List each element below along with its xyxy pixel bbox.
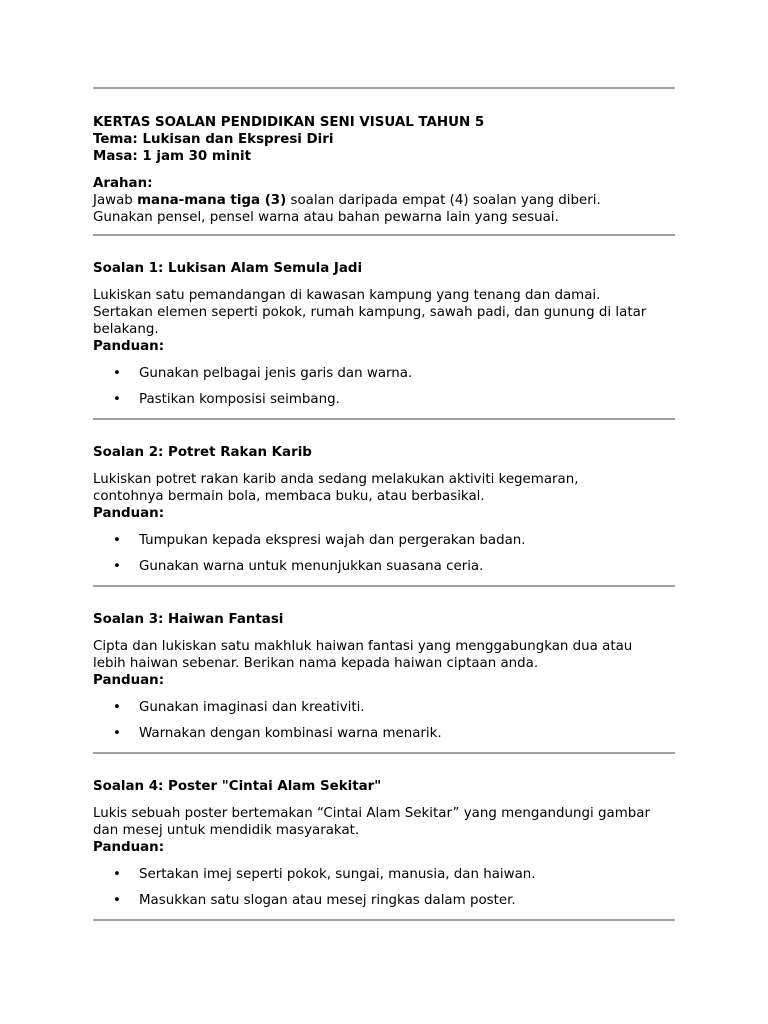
question-3-body: Cipta dan lukiskan satu makhluk haiwan fantasi yang menggabungkan dua atau lebih haiwan sebenar. Berikan nama kepada haiwan ciptaan anda.: [93, 639, 633, 671]
question-1-body: Lukiskan satu pemandangan di kawasan kampung yang tenang dan damai. Sertakan elemen seperti pokok, rumah kampung, sawah padi, dan gunung di latar belakang.: [93, 288, 647, 337]
bullet-icon: •: [113, 699, 121, 715]
question-3-divider: [93, 752, 675, 754]
bullet-icon: •: [113, 726, 121, 741]
instructions-line-2: Gunakan pensel, pensel warna atau bahan pewarna lain yang sesuai.: [93, 210, 559, 225]
question-3: [93, 611, 675, 754]
instructions-label: Arahan:: [93, 176, 153, 191]
list-item: [93, 866, 675, 883]
bullet-icon: •: [113, 365, 121, 381]
question-4-body: Lukis sebuah poster bertemakan “Cintai Alam Sekitar” yang mengandungi gambar dan mesej untuk mendidik masyarakat.: [93, 806, 650, 838]
question-1-divider: [93, 418, 675, 420]
guide-text: Sertakan imej seperti pokok, sungai, manusia, dan haiwan.: [139, 866, 536, 882]
guide-text: Gunakan warna untuk menunjukkan suasana ceria.: [139, 559, 484, 574]
list-item: [93, 892, 675, 909]
question-2-guide-list: [93, 532, 675, 576]
list-item: [93, 365, 675, 382]
guide-text: Tumpukan kepada ekspresi wajah dan pergerakan badan.: [139, 532, 526, 548]
top-divider: [93, 87, 675, 89]
paper-title: KERTAS SOALAN PENDIDIKAN SENI VISUAL TAHUN 5: [93, 115, 485, 130]
question-2: [93, 444, 675, 587]
guide-text: Gunakan imaginasi dan kreativiti.: [139, 699, 365, 715]
guide-text: Warnakan dengan kombinasi warna menarik.: [139, 726, 442, 741]
question-2-guide-label: Panduan:: [93, 506, 165, 521]
question-3-title: Soalan 3: Haiwan Fantasi: [93, 612, 284, 627]
bullet-icon: •: [113, 392, 121, 407]
guide-text: Gunakan pelbagai jenis garis dan warna.: [139, 365, 413, 381]
question-4-guide-label: Panduan:: [93, 840, 165, 855]
guide-text: Masukkan satu slogan atau mesej ringkas dalam poster.: [139, 893, 516, 908]
question-1-guide-list: [93, 365, 675, 409]
question-2-divider: [93, 585, 675, 587]
list-item: [93, 725, 675, 742]
instructions: [93, 175, 675, 226]
paper-duration: Masa: 1 jam 30 minit: [93, 149, 251, 164]
question-4-divider: [93, 919, 675, 921]
bullet-icon: •: [113, 866, 121, 882]
bullet-icon: •: [113, 532, 121, 548]
question-1: [93, 260, 675, 420]
bullet-icon: •: [113, 893, 121, 908]
question-4-guide-list: [93, 866, 675, 910]
question-1-guide-label: Panduan:: [93, 339, 165, 354]
question-4: [93, 778, 675, 921]
paper-theme: Tema: Lukisan dan Ekspresi Diri: [93, 132, 334, 147]
instructions-line-1-suffix: soalan daripada empat (4) soalan yang diberi.: [286, 193, 601, 208]
question-2-title: Soalan 2: Potret Rakan Karib: [93, 445, 312, 460]
question-3-guide-label: Panduan:: [93, 673, 165, 688]
list-item: [93, 699, 675, 716]
paper-header: [93, 114, 675, 165]
list-item: [93, 558, 675, 575]
instructions-divider: [93, 234, 675, 236]
question-1-title: Soalan 1: Lukisan Alam Semula Jadi: [93, 261, 363, 276]
bullet-icon: •: [113, 559, 121, 574]
guide-text: Pastikan komposisi seimbang.: [139, 392, 340, 407]
list-item: [93, 532, 675, 549]
question-2-body: Lukiskan potret rakan karib anda sedang melakukan aktiviti kegemaran, contohnya bermain bola, membaca buku, atau berbasikal.: [93, 472, 579, 504]
instructions-line-1-prefix: Jawab: [93, 193, 138, 208]
list-item: [93, 391, 675, 408]
question-4-title: Soalan 4: Poster "Cintai Alam Sekitar": [93, 779, 382, 794]
question-3-guide-list: [93, 699, 675, 743]
instructions-line-1: [93, 192, 675, 209]
document-page: [93, 87, 675, 921]
instructions-line-1-bold: mana-mana tiga (3): [137, 193, 287, 208]
